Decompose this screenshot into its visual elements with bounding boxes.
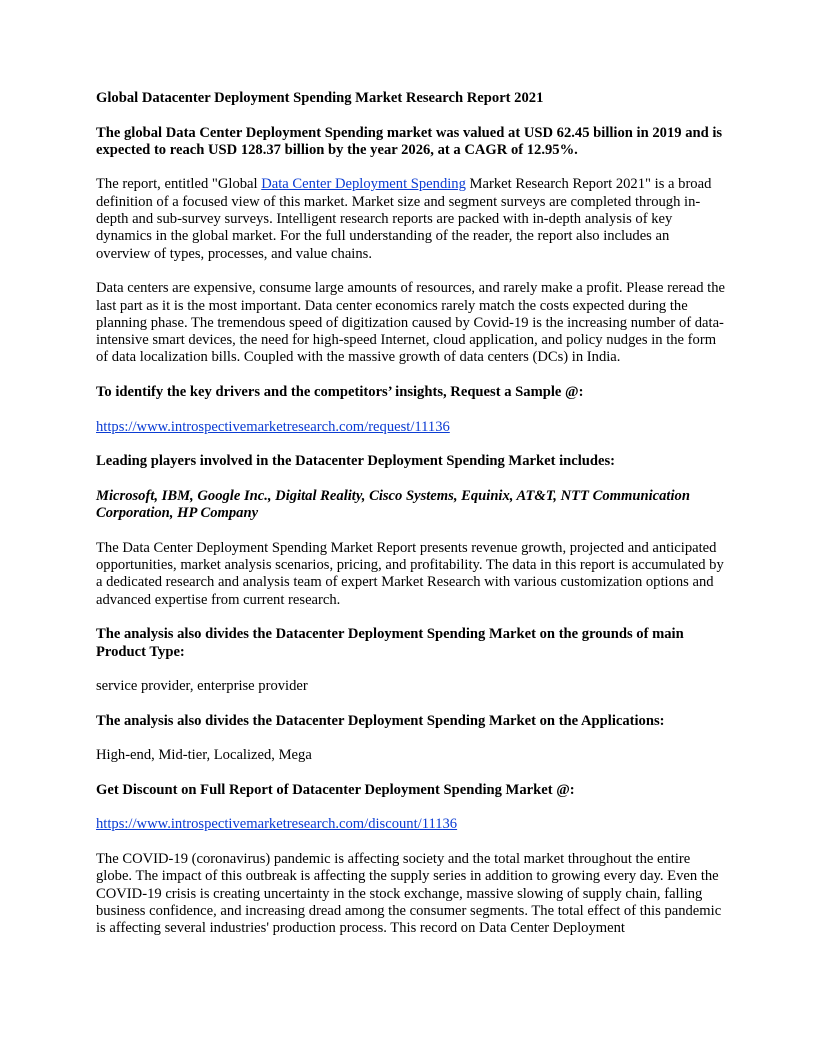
discount-heading: Get Discount on Full Report of Datacenter Deployment Spending Market @: [96,781,575,798]
report-name-link[interactable]: Data Center Deployment Spending [261,176,466,193]
discount-link[interactable]: https://www.introspectivemarketresearch.com/discount/11136 [96,816,458,833]
covid-paragraph: The COVID-19 (coronavirus) pandemic is affecting society and the total market throughout the entire globe. The impact of this outbreak is affecting the supply series in addition to growing every day. Even the COVID-19 crisis is creating uncertainty in the stock exchange, massive slowing of supply chain, falling business confidence, and increasing dread among the consumer segments. The total effect of this pandemic is affecting several industries' production process. This record on Data Center Deployment [96,851,722,937]
players-list: Microsoft, IBM, Google Inc., Digital Reality, Cisco Systems, Equinix, AT&T, NTT Communication Corporation, HP Company [96,487,690,522]
costs-paragraph: Data centers are expensive, consume large amounts of resources, and rarely make a profit. Please reread the last part as it is the most important. Data center economics rarely match the costs expected during the planning phase. The tremendous speed of digitization caused by Covid-19 is the increasing number of data-intensive smart devices, the need for high-speed Internet, cloud application, and policy nudges in the form of data localization bills. Coupled with the massive growth of data centers (DCs) in India. [96,280,726,366]
document-title: Global Datacenter Deployment Spending Market Research Report 2021 [96,90,544,106]
intro-text-after: Market Research Report 2021" is a broad definition of a focused view of this market. Market size and segment surveys are completed through in-depth and sub-survey surveys. Intelligent research reports are packed with in-depth analysis of key dynamics in the global market. For the full understanding of the reader, the report also includes an overview of types, processes, and value chains. [96,176,712,262]
market-summary: The global Data Center Deployment Spending market was valued at USD 62.45 billion in 2019 and is expected to reach USD 128.37 billion by the year 2026, at a CAGR of 12.95%. [96,124,723,158]
sample-heading: To identify the key drivers and the competitors’ insights, Request a Sample @: [96,384,584,401]
product-type-heading: The analysis also divides the Datacenter Deployment Spending Market on the grounds of main Product Type: [96,626,684,660]
document-page [96,90,726,937]
intro-text-before: The report, entitled "Global [96,176,262,193]
intro-paragraph [96,176,726,262]
report-paragraph: The Data Center Deployment Spending Market Report presents revenue growth, projected and anticipated opportunities, market analysis scenarios, pricing, and profitability. The data in this report is accumulated by a dedicated research and analysis team of expert Market Research with various customization options and advanced expertise from current research. [96,539,724,608]
product-types: service provider, enterprise provider [96,678,308,695]
applications-list: High-end, Mid-tier, Localized, Mega [96,747,312,764]
applications-heading: The analysis also divides the Datacenter Deployment Spending Market on the Applications: [96,712,665,729]
sample-request-link[interactable]: https://www.introspectivemarketresearch.com/request/11136 [96,418,450,435]
players-heading: Leading players involved in the Datacenter Deployment Spending Market includes: [96,453,616,470]
